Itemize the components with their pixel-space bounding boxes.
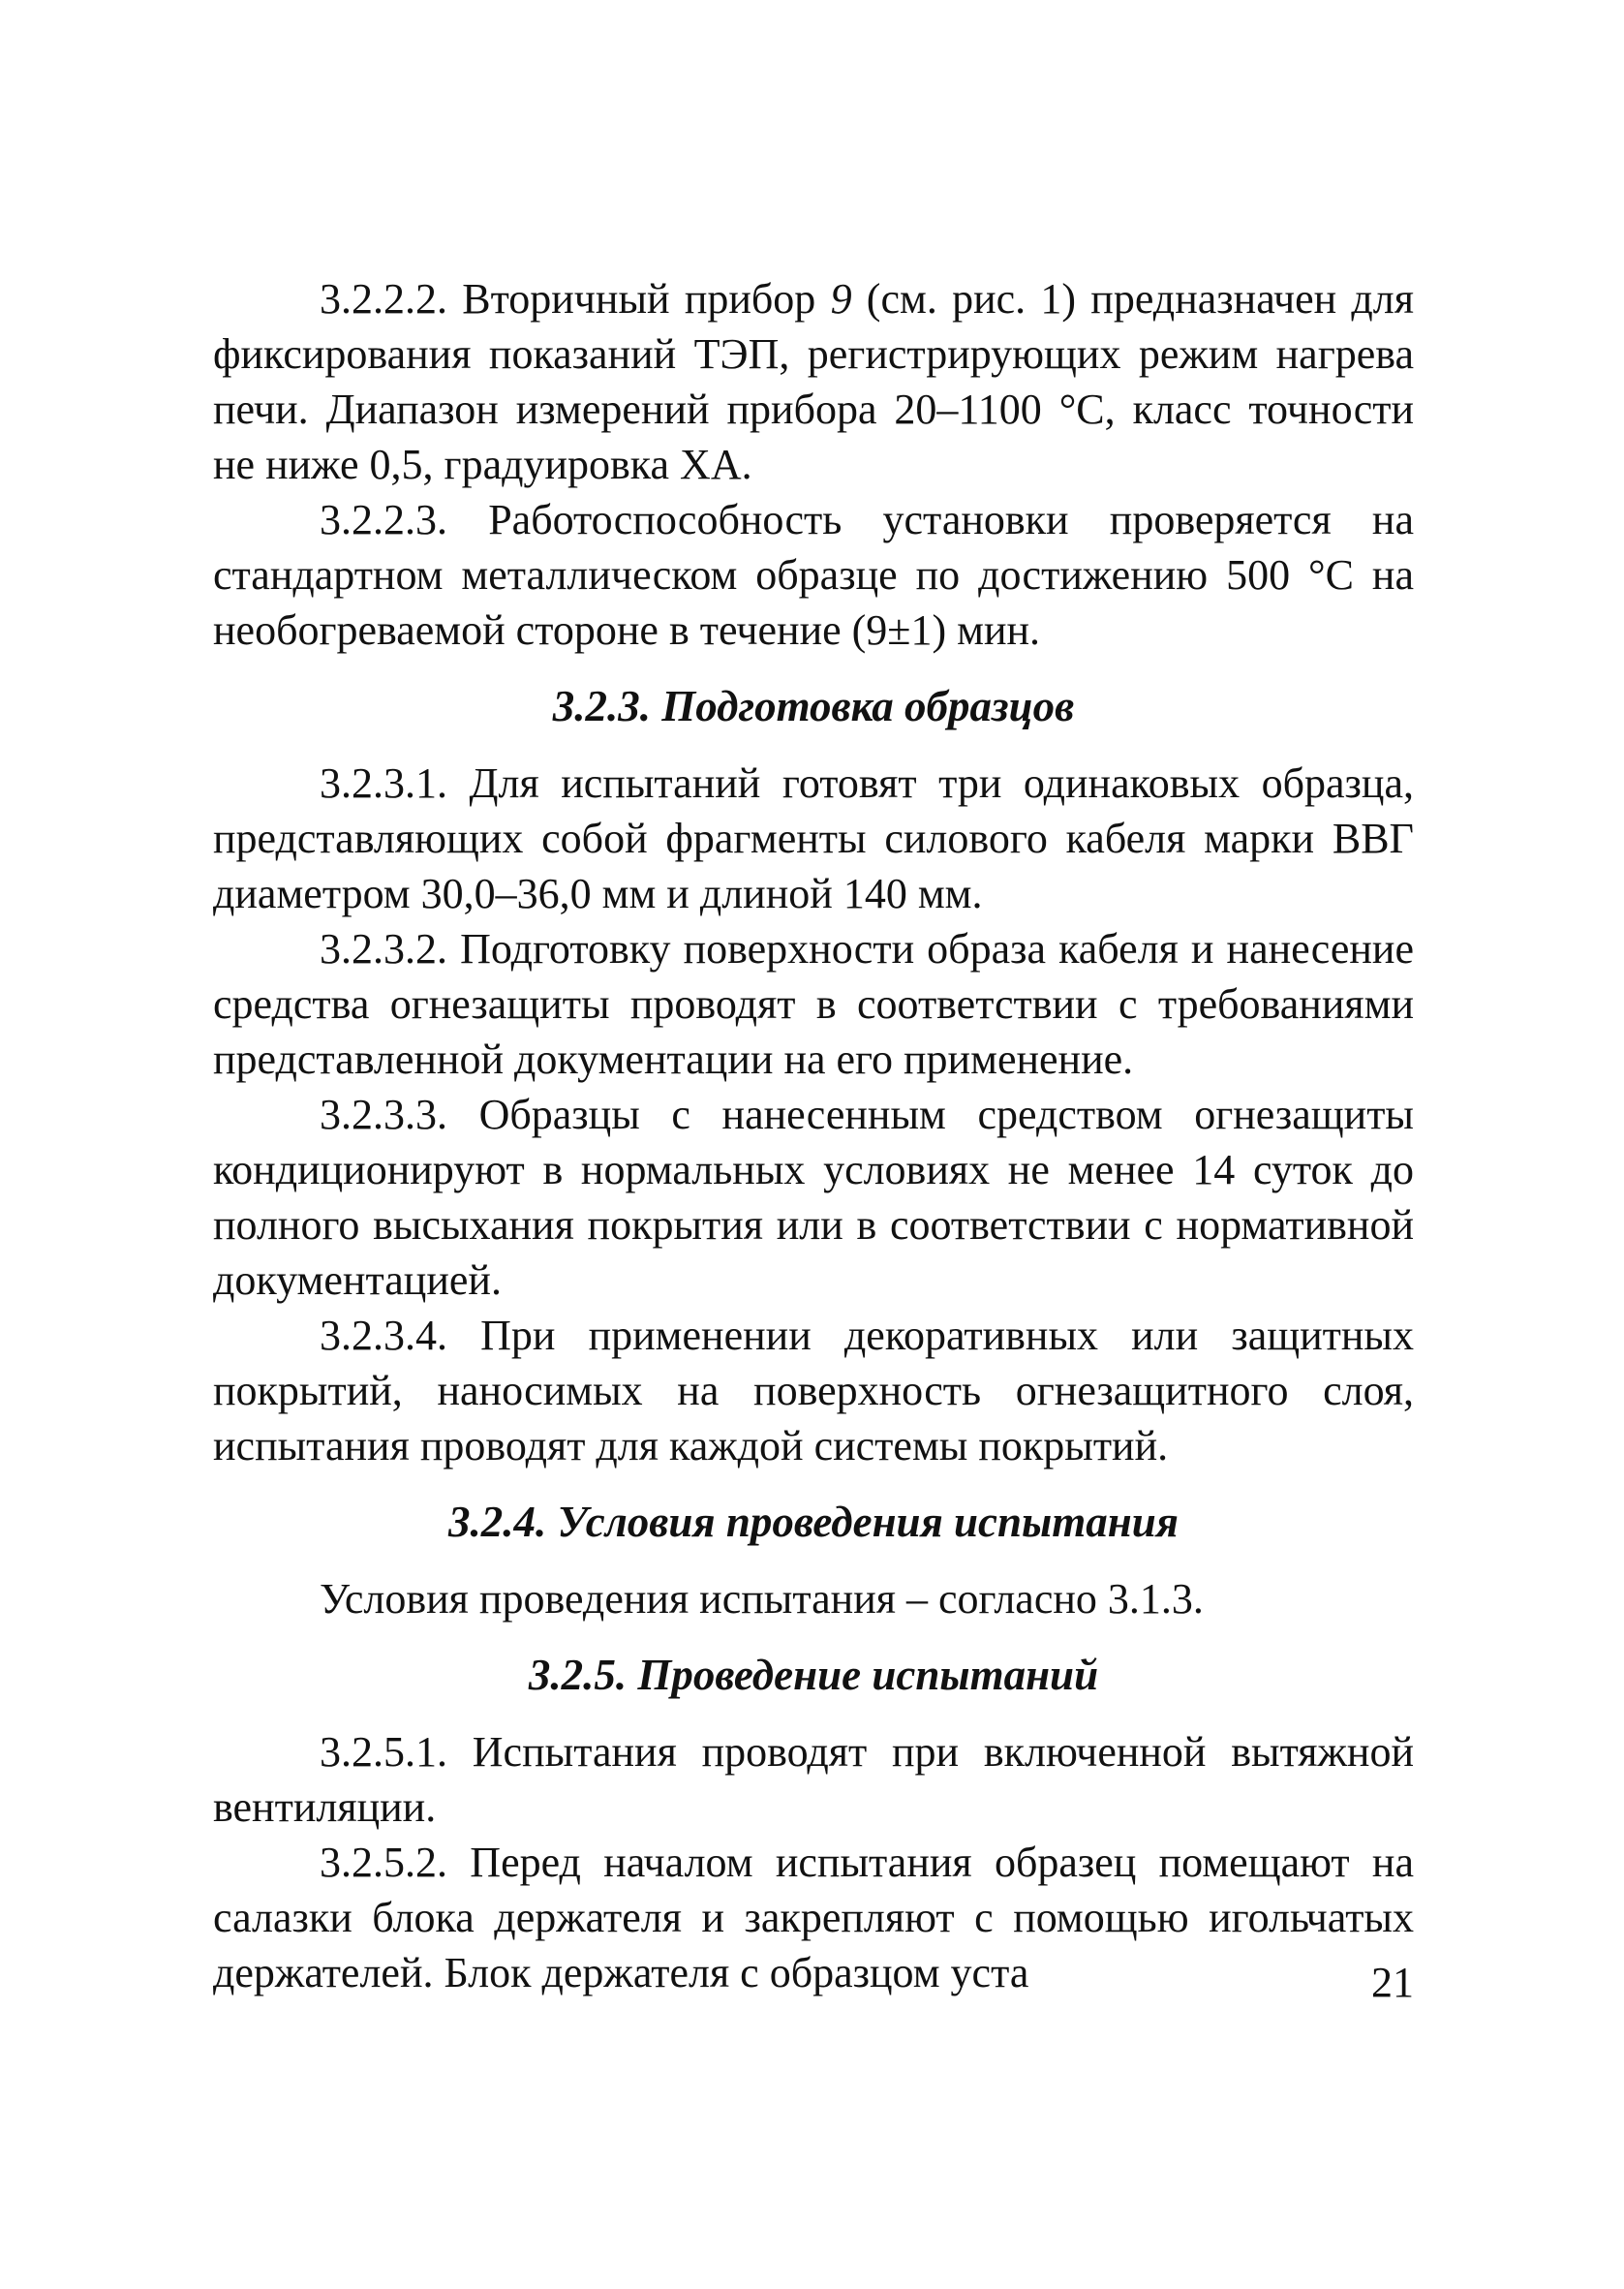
paragraph-3-2-3-3: 3.2.3.3. Образцы с нанесенным средством огнезащиты кондиционируют в нормальных условиях не менее 14 суток до полного высыхания покрытия или в соответствии с нормативной документацией. [213,1091,1414,1304]
paragraph-3-2-5-2: 3.2.5.2. Перед началом испытания образец помещают на салазки блока держателя и закрепляют с помощью игольчатых держателей. Блок держателя с образцом уста [213,1839,1414,1996]
page-number: 21 [1371,1959,1414,2006]
section-heading-3-2-3: 3.2.3. Подготовка образцов [552,682,1075,730]
text-block [213,271,1414,2000]
section-heading-3-2-4: 3.2.4. Условия проведения испытания [448,1498,1179,1546]
section-heading-3-2-5: 3.2.5. Проведение испытаний [528,1651,1099,1699]
paragraph-3-2-3-2: 3.2.3.2. Подготовку поверхности образа кабеля и нанесение средства огнезащиты проводят в соответствии с требованиями представленной документации на его применение. [213,925,1414,1083]
paragraph-3-2-2-2 [213,271,1414,492]
paragraph-3-2-5-1: 3.2.5.1. Испытания проводят при включенной вытяжной вентиляции. [213,1728,1414,1831]
paragraph-3-2-4: Условия проведения испытания – согласно 3.1.3. [320,1575,1204,1623]
paragraph-3-2-3-4: 3.2.3.4. При применении декоративных или защитных покрытий, наносимых на поверхность огнезащитного слоя, испытания проводят для каждой системы покрытий. [213,1312,1414,1469]
paragraph-3-2-2-2-end: (см. рис. 1) предназначен для фиксирования показаний ТЭП, регистрирующих режим нагрева печи. Диапазон измерений прибора 20–1100 °С, класс точности не ниже 0,5, градуировка ХА. [213,275,1414,488]
figure-ref-9: 9 [830,275,852,323]
paragraph-3-2-2-3: 3.2.2.3. Работоспособность установки проверяется на стандартном металлическом образце по достижению 500 °С на необогреваемой стороне в течение (9±1) мин. [213,496,1414,654]
paragraph-3-2-3-1: 3.2.3.1. Для испытаний готовят три одинаковых образца, представляющих собой фрагменты силового кабеля марки ВВГ диаметром 30,0–36,0 мм и длиной 140 мм. [213,759,1414,917]
paragraph-3-2-2-2-start: 3.2.2.2. Вторичный прибор [320,275,831,323]
